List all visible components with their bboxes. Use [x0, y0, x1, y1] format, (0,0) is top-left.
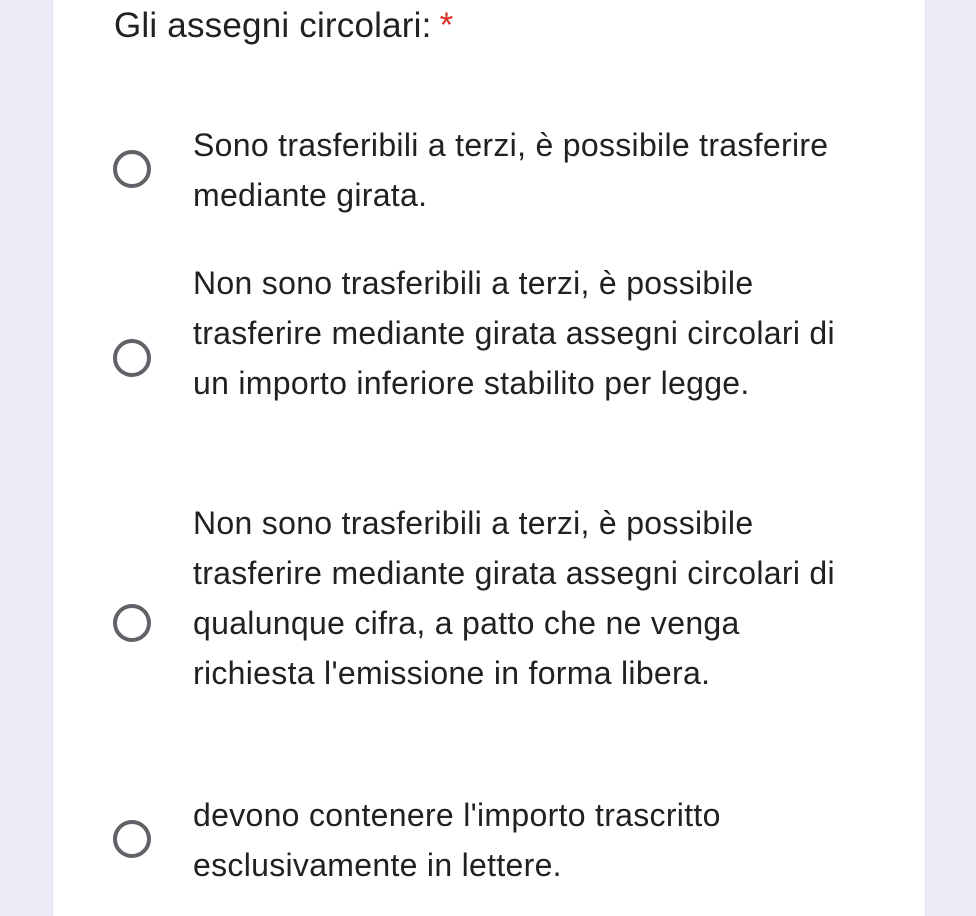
required-asterisk: * — [439, 6, 454, 45]
option-label: Sono trasferibili a terzi, è possibile trasferire mediante girata. — [193, 127, 829, 213]
option-label: devono contenere l'importo trascritto esclusivamente in lettere. — [193, 797, 721, 883]
radio-button[interactable] — [113, 820, 151, 858]
question-card — [52, 0, 926, 916]
radio-button[interactable] — [113, 150, 151, 188]
option-label: Non sono trasferibili a terzi, è possibile trasferire mediante girata assegni circolari di un importo inferiore stabilito per legge. — [193, 265, 835, 401]
radio-button[interactable] — [113, 339, 151, 377]
question-text: Gli assegni circolari: — [114, 6, 432, 45]
question-title — [114, 2, 453, 50]
radio-button[interactable] — [113, 604, 151, 642]
option-label: Non sono trasferibili a terzi, è possibile trasferire mediante girata assegni circolari di qualunque cifra, a patto che ne venga richiesta l'emissione in forma libera. — [193, 505, 835, 691]
